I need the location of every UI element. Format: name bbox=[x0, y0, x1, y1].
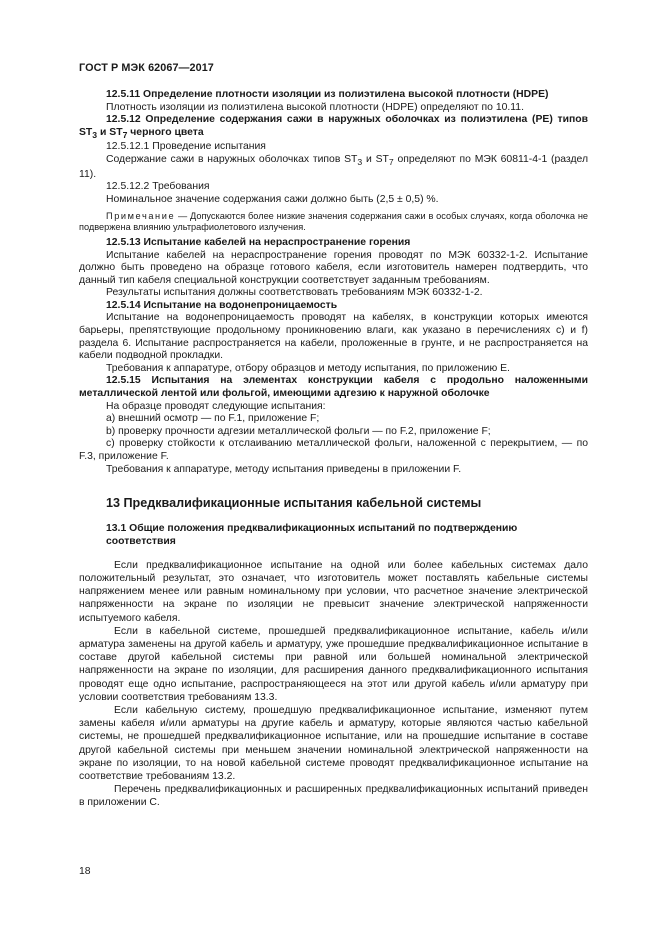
section-12-5-12-heading: 12.5.12 Определение содержания сажи в наружных оболочках из полиэтилена (PE) типов $ST_3$ и $ST_7$ черного цвета bbox=[79, 114, 588, 140]
note bbox=[79, 211, 588, 233]
section-12-5-13-heading: 12.5.13 Испытание кабелей на нераспространение горения bbox=[106, 236, 411, 248]
section-12-5-14-text-2: Требования к аппаратуре, отбору образцов и методу испытания, по приложению Е. bbox=[106, 362, 510, 374]
section-13-1-paragraph: Если в кабельной системе, прошедшей предквалификационное испытание, кабель и/или арматура заменены на другой кабель и арматуру, уже прошедшие предквалификационное испытание в составе другой кабельной системы при равной или большей номинальной электрической напряженности на экране по изоляции, для расширения данного предквалификационного испытания проводят еще одно испытание, распространяющееся на этот или другой кабель и/или арматуру при условии соответствия требованиям 13.3. bbox=[79, 625, 588, 703]
section-12-5-15-text-2: Требования к аппаратуре, методу испытания приведены в приложении F. bbox=[106, 463, 462, 475]
document-header: ГОСТ Р МЭК 62067—2017 bbox=[79, 62, 214, 74]
section-12-5-12-1-text: Содержание сажи в наружных оболочках типов $ST_3$ и $ST_7$ определяют по МЭК 60811-4-1 (раздел 11). bbox=[79, 154, 589, 180]
note-text: — Допускаются более низкие значения содержания сажи в особых случаях, когда оболочка не подвержена влиянию ультрафиолетового излучения. bbox=[79, 210, 588, 232]
list-item: c) проверку стойкости к отслаиванию металлической фольги, наложенной с перекрытием, — по F.3, приложение F. bbox=[79, 438, 588, 462]
section-13-heading: 13 Предквалификационные испытания кабельной системы bbox=[106, 496, 482, 511]
section-12-5-14-heading: 12.5.14 Испытание на водонепроницаемость bbox=[106, 299, 338, 311]
section-12-5-12-2-title: 12.5.12.2 Требования bbox=[106, 181, 210, 193]
section-13-1-heading: 13.1 Общие положения предквалификационных испытаний по подтверждению соответствия bbox=[106, 523, 518, 547]
list-item: b) проверку прочности адгезии металлической фольги — по F.2, приложение F; bbox=[106, 425, 491, 437]
section-12-5-12-2-text: Номинальное значение содержания сажи должно быть (2,5 ± 0,5) %. bbox=[106, 193, 439, 205]
section-12-5-14-text-1: Испытание на водонепроницаемость проводят на кабелях, в конструкции которых имеются барьеры, препятствующие продольному проникновению влаги, как указано в перечислениях с) и f) раздела 6. Испытание распространяется на кабели, проложенные в грунте, и не распространяется на кабели подводной прокладки. bbox=[79, 312, 588, 362]
section-12-5-13-text-1: Испытание кабелей на нераспространение горения проводят по МЭК 60332-1-2. Испытание должно быть проведено на образце готового кабеля, если изготовитель намерен подтвердить, что данный тип кабеля специальной конструкции соответствует заданным требованиям. bbox=[79, 249, 588, 286]
section-13-1-body bbox=[79, 559, 588, 810]
page-number: 18 bbox=[79, 866, 91, 877]
section-13-1-paragraph: Перечень предквалификационных и расширенных предквалификационных испытаний приведен в приложении С. bbox=[79, 784, 588, 809]
note-label: Примечание bbox=[106, 210, 176, 221]
section-12-5-15-heading: 12.5.15 Испытания на элементах конструкции кабеля с продольно наложенными металлической лентой или фольгой, имеющими адгезию к наружной оболочке bbox=[79, 375, 588, 400]
section-13-1-paragraph: Если кабельную систему, прошедшую предквалификационное испытание, изменяют путем замены кабеля и/или арматуры на другие кабель и арматуру, которые являются частью кабельной системы, не прошедшей предквалификационное испытание, или на прошедшие испытание в составе другой кабельной системы при меньшем значении номинальной электрической напряженности на экране по изоляции, то на новой кабельной системе проводят предквалификационное испытание на соответствие требованиям 13.2. bbox=[79, 705, 588, 783]
section-12-5-13-text-2: Результаты испытания должны соответствовать требованиям МЭК 60332-1-2. bbox=[106, 287, 483, 299]
list-item: a) внешний осмотр — по F.1, приложение F; bbox=[106, 413, 320, 425]
section-12-5-11-text: Плотность изоляции из полиэтилена высокой плотности (HDPE) определяют по 10.11. bbox=[106, 101, 524, 113]
section-12-5-12-1-title: 12.5.12.1 Проведение испытания bbox=[106, 141, 266, 153]
section-12-5-15-text-1: На образце проводят следующие испытания: bbox=[106, 400, 326, 412]
page-content bbox=[79, 89, 588, 810]
section-12-5-11-heading: 12.5.11 Определение плотности изоляции из полиэтилена высокой плотности (HDPE) bbox=[106, 89, 549, 100]
section-13-1-paragraph: Если предквалификационное испытание на одной или более кабельных системах дало положительный результат, это означает, что изготовитель может поставлять кабельные системы напряжением менее или равным номинальному при условии, что расчетное значение электрической напряженности на экране по изоляции не превысит значение электрической напряженности испытуемого кабеля. bbox=[79, 559, 588, 624]
